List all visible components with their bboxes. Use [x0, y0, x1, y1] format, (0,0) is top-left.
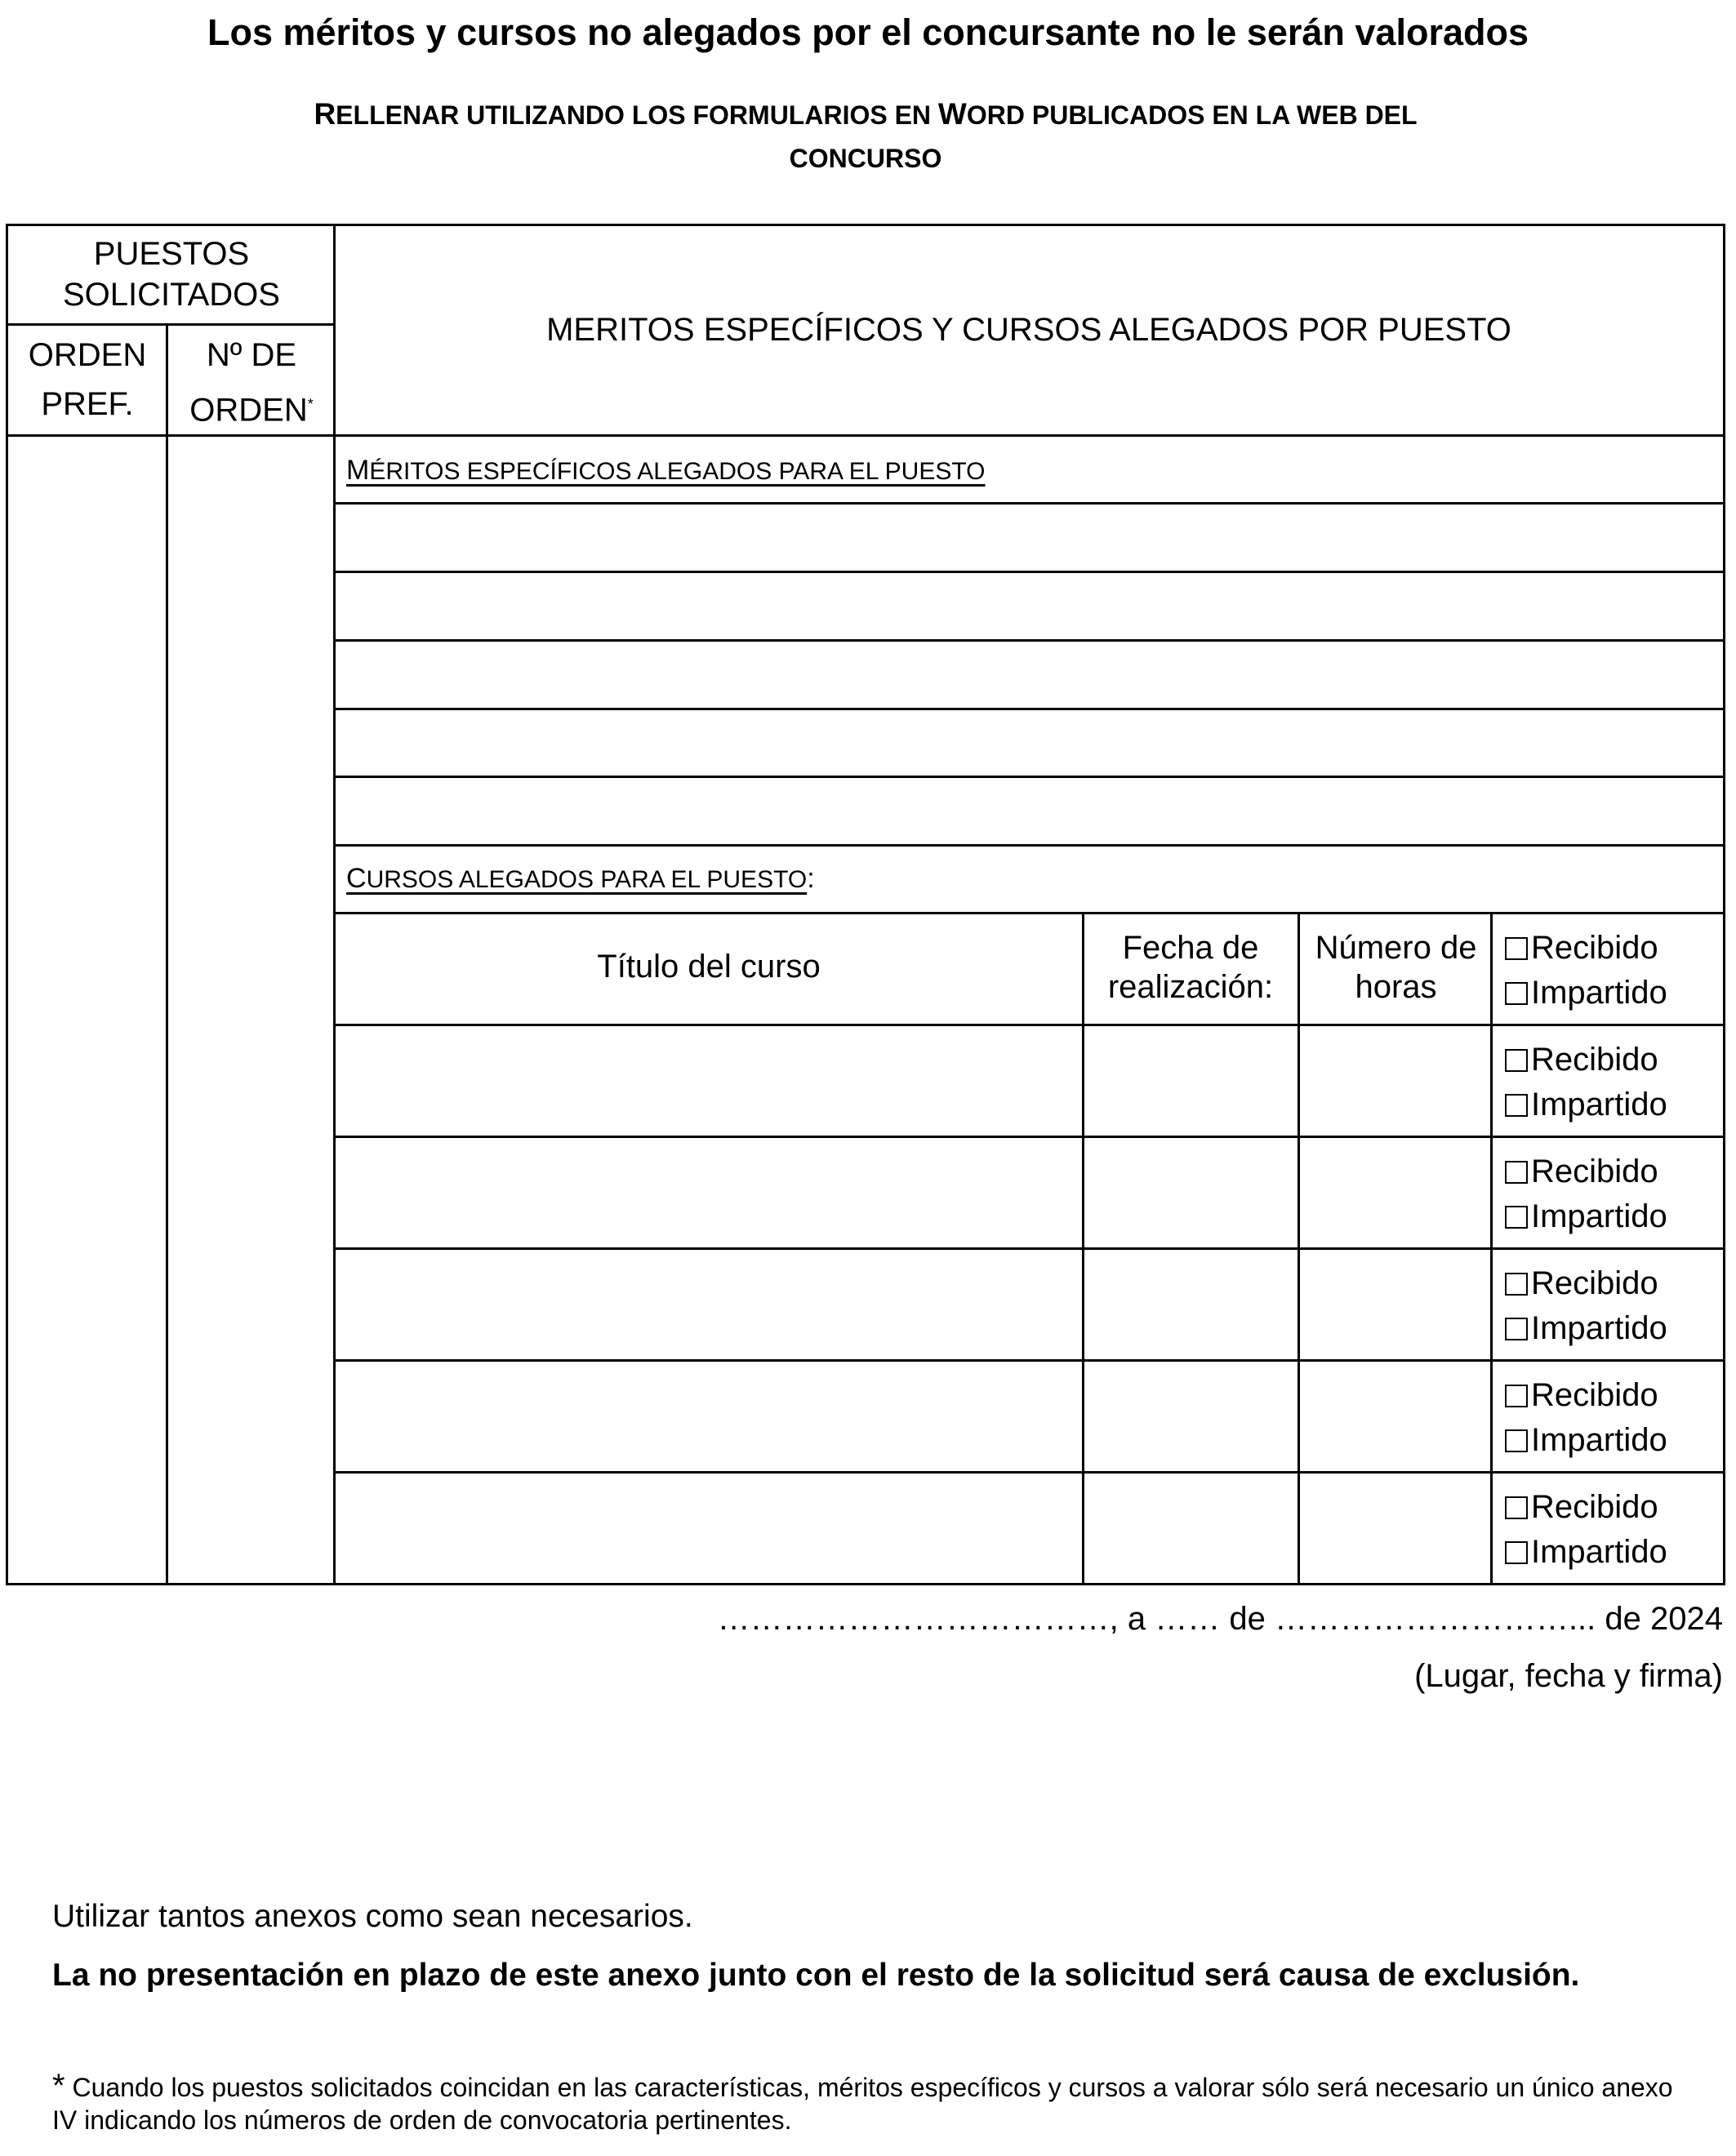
- course-col-divider: [1490, 912, 1493, 1585]
- checkbox-recibido[interactable]: [1505, 1049, 1528, 1072]
- option-recibido-label: Recibido: [1531, 930, 1658, 966]
- note-annexes: Utilizar tantos anexos como sean necesarios.: [52, 1899, 693, 1934]
- col-horas-header: Número de horas: [1315, 930, 1477, 1005]
- course-row-line: [333, 1247, 1725, 1250]
- course-type-options-row-5: [1505, 1485, 1667, 1575]
- meritos-section-label: [346, 450, 985, 492]
- cursos-label-colon: :: [807, 863, 815, 894]
- checkbox-impartido[interactable]: [1505, 1206, 1528, 1229]
- course-type-options-row-4: [1505, 1373, 1667, 1463]
- place-date-line[interactable]: ………………………………, a …… de ………………………... de 2024: [717, 1601, 1723, 1637]
- col-fecha-header: Fecha de realización:: [1107, 930, 1274, 1005]
- table-border-left: [6, 224, 8, 1585]
- cursos-label-rest: URSOS ALEGADOS PARA EL PUESTO: [366, 866, 808, 893]
- col-titulo-header: Título del curso: [597, 949, 821, 985]
- option-impartido[interactable]: [1505, 1194, 1667, 1239]
- course-row-line: [333, 1136, 1725, 1138]
- course-col-divider: [1298, 912, 1300, 1585]
- checkbox-recibido[interactable]: [1505, 1161, 1528, 1184]
- footnote-mark: *: [52, 2068, 65, 2104]
- option-recibido[interactable]: [1505, 1373, 1667, 1418]
- course-row-line: [333, 1024, 1725, 1026]
- n-orden-header: [170, 331, 333, 434]
- checkbox-recibido[interactable]: [1505, 1273, 1528, 1296]
- footnote: [52, 2069, 1702, 2136]
- checkbox-impartido[interactable]: [1505, 1318, 1528, 1340]
- table-border-top: [6, 224, 1725, 226]
- meritos-label-initial: M: [346, 455, 370, 486]
- option-recibido-label: Recibido: [1531, 1377, 1658, 1413]
- checkbox-recibido[interactable]: [1505, 937, 1528, 960]
- option-impartido-label: Impartido: [1531, 1422, 1667, 1458]
- cursos-section-label: [346, 858, 815, 900]
- merit-row-line: [333, 844, 1725, 847]
- instruction-text-c: ORD PUBLICADOS EN LA WEB DEL: [966, 100, 1418, 130]
- course-header-top: [333, 912, 1725, 914]
- orden-pref-header: ORDEN PREF.: [28, 337, 147, 422]
- page-title: Los méritos y cursos no alegados por el concursante no le serán valorados: [207, 11, 1529, 53]
- option-impartido-label: Impartido: [1531, 1198, 1667, 1234]
- course-type-options-row-2: [1505, 1149, 1667, 1239]
- course-row-line: [333, 1359, 1725, 1362]
- n-orden-footnote-mark: *: [307, 396, 314, 412]
- option-impartido-label: Impartido: [1531, 1310, 1667, 1346]
- option-impartido[interactable]: [1505, 1530, 1667, 1575]
- option-impartido-label: Impartido: [1531, 1534, 1667, 1570]
- option-recibido-label: Recibido: [1531, 1489, 1658, 1525]
- merit-row-line: [333, 571, 1725, 573]
- checkbox-impartido[interactable]: [1505, 982, 1528, 1005]
- instruction-text-a: ELLENAR UTILIZANDO LOS FORMULARIOS EN: [336, 100, 938, 130]
- divider-puestos-sub: [6, 323, 336, 326]
- footnote-text: Cuando los puestos solicitados coincidan en las características, méritos específicos y cursos a valorar sólo será necesario un único anexo IV indicando los números de orden de convocatoria pertinentes.: [52, 2073, 1673, 2135]
- option-impartido[interactable]: [1505, 1082, 1667, 1127]
- course-row-line: [333, 1471, 1725, 1474]
- course-type-options-row-3: [1505, 1261, 1667, 1351]
- n-orden-label: Nº DE ORDEN: [189, 337, 308, 429]
- divider-orden: [166, 323, 168, 1585]
- option-impartido[interactable]: [1505, 1306, 1667, 1351]
- checkbox-impartido[interactable]: [1505, 1094, 1528, 1117]
- course-type-options-row-1: [1505, 1038, 1667, 1127]
- meritos-header: MERITOS ESPECÍFICOS Y CURSOS ALEGADOS POR PUESTO: [546, 312, 1511, 348]
- option-impartido[interactable]: [1505, 1418, 1667, 1463]
- signature-caption: (Lugar, fecha y firma): [1414, 1658, 1723, 1694]
- instructions: [212, 91, 1519, 179]
- puestos-solicitados-header: PUESTOS SOLICITADOS: [63, 236, 280, 313]
- merit-row-line: [333, 776, 1725, 778]
- cursos-label-initial: C: [346, 863, 367, 894]
- table-border-bottom: [6, 1583, 1725, 1585]
- checkbox-recibido[interactable]: [1505, 1496, 1528, 1519]
- divider-header-bottom: [6, 434, 1725, 437]
- instruction-line-2: CONCURSO: [789, 144, 942, 173]
- meritos-label-rest: ÉRITOS ESPECÍFICOS ALEGADOS PARA EL PUESTO: [369, 458, 986, 485]
- merit-row-line: [333, 708, 1725, 710]
- option-impartido-label: Impartido: [1531, 975, 1667, 1011]
- note-exclusion: La no presentación en plazo de este anexo junto con el resto de la solicitud será causa de exclusión.: [52, 1958, 1580, 1993]
- option-recibido[interactable]: [1505, 1485, 1667, 1530]
- option-impartido-label: Impartido: [1531, 1087, 1667, 1122]
- option-recibido[interactable]: [1505, 1149, 1667, 1194]
- instruction-initial-w: W: [937, 97, 967, 131]
- checkbox-recibido[interactable]: [1505, 1385, 1528, 1407]
- merit-row-line: [333, 639, 1725, 642]
- option-recibido-label: Recibido: [1531, 1265, 1658, 1301]
- option-recibido[interactable]: [1505, 926, 1667, 971]
- checkbox-impartido[interactable]: [1505, 1429, 1528, 1452]
- table-border-right: [1723, 224, 1725, 1585]
- course-col-divider: [1082, 912, 1084, 1585]
- course-type-options-header: [1505, 926, 1667, 1016]
- option-recibido-label: Recibido: [1531, 1154, 1658, 1189]
- option-recibido[interactable]: [1505, 1261, 1667, 1306]
- checkbox-impartido[interactable]: [1505, 1541, 1528, 1564]
- option-recibido-label: Recibido: [1531, 1042, 1658, 1078]
- option-impartido[interactable]: [1505, 971, 1667, 1016]
- option-recibido[interactable]: [1505, 1038, 1667, 1082]
- divider-puestos: [333, 224, 336, 1585]
- instruction-initial-r: R: [314, 97, 336, 131]
- merit-row-line: [333, 502, 1725, 505]
